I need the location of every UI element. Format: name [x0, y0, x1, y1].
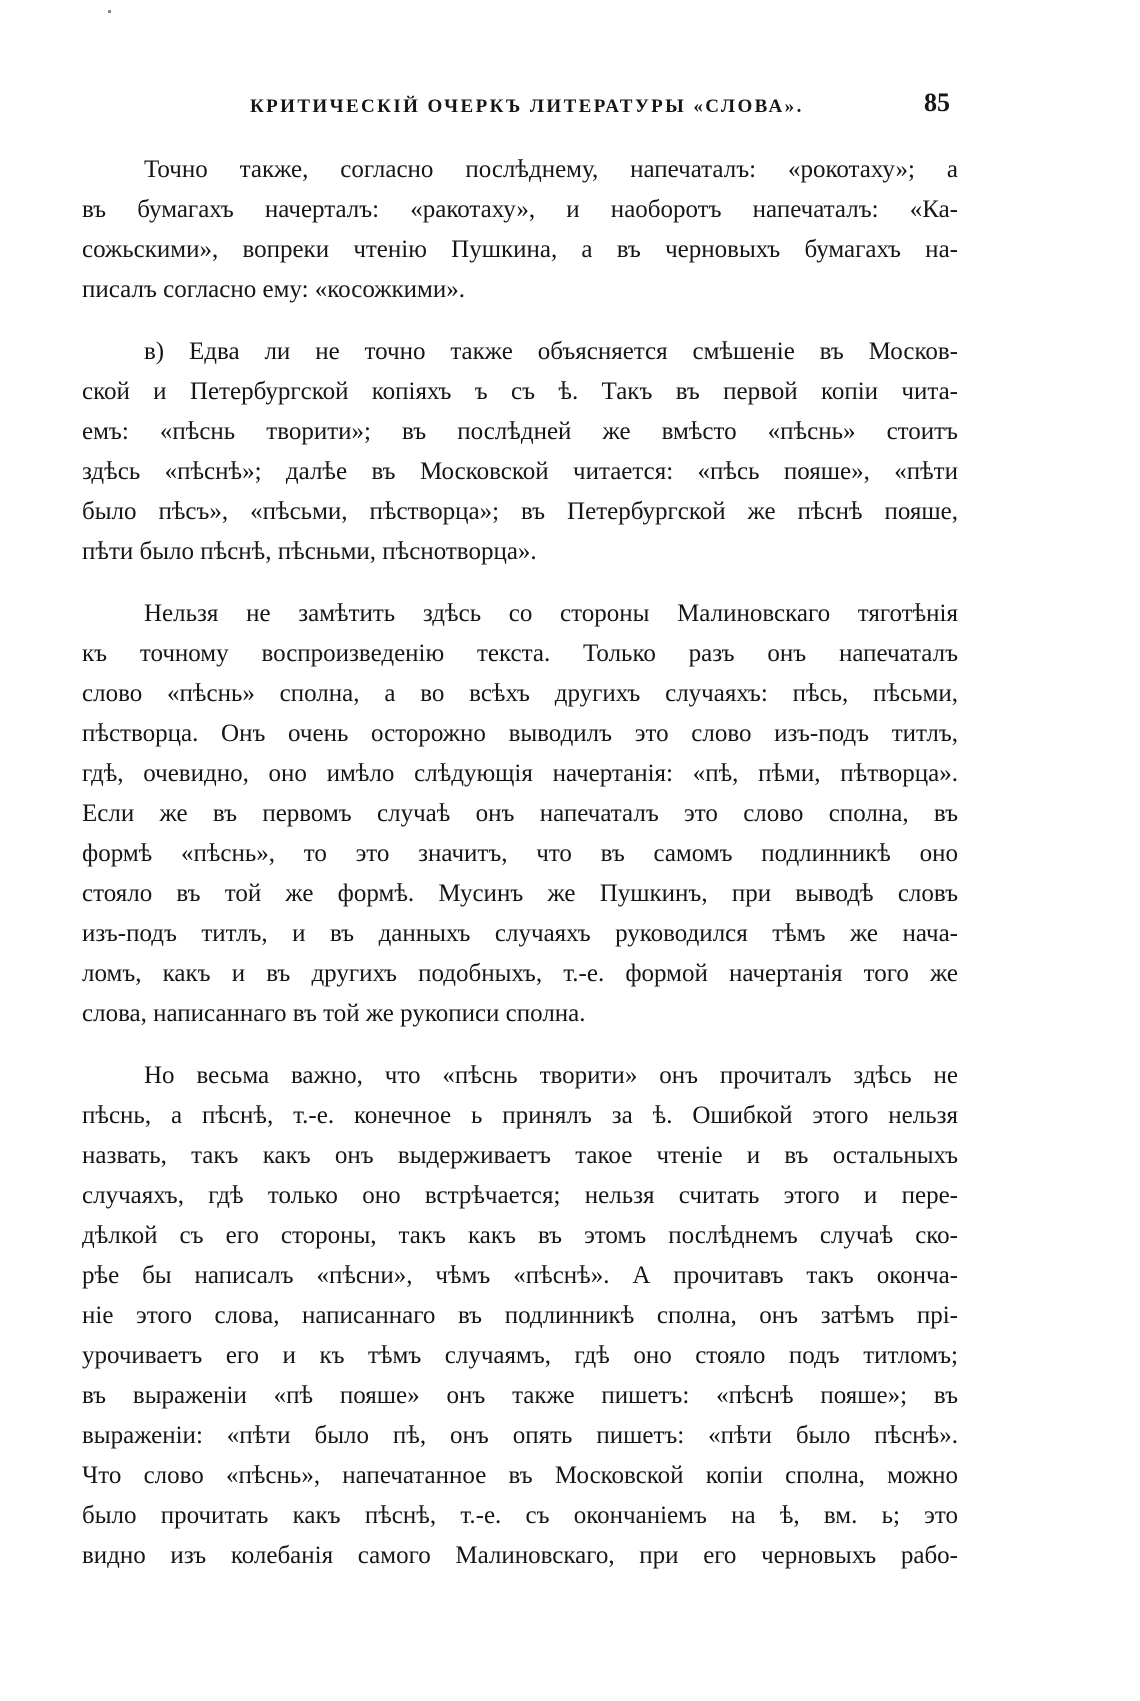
- text-line: пѣстворца. Онъ очень осторожно выводилъ это слово изъ-подъ титлъ,: [82, 720, 958, 747]
- text-line: было пѣсъ», «пѣсьми, пѣстворца»; въ Петербургской же пѣснѣ пояше,: [82, 498, 958, 525]
- body-text: [82, 150, 958, 1576]
- paragraph-3: [82, 594, 958, 1034]
- text-line: слова, написаннаго въ той же рукописи сполна.: [82, 1000, 586, 1027]
- text-line: было прочитать какъ пѣснѣ, т.-е. съ окончаніемъ на ѣ, вм. ь; это: [82, 1502, 958, 1529]
- text-line: Если же въ первомъ случаѣ онъ напечаталъ это слово сполна, въ: [82, 800, 958, 827]
- text-line: пѣти было пѣснѣ, пѣсньми, пѣснотворца».: [82, 538, 537, 565]
- text-line: назвать, такъ какъ онъ выдерживаетъ такое чтеніе и въ остальныхъ: [82, 1142, 958, 1169]
- paragraph-4: [82, 1056, 958, 1576]
- text-line: выраженіи: «пѣти было пѣ, онъ опять пишетъ: «пѣти было пѣснѣ».: [82, 1422, 958, 1449]
- text-line: ніе этого слова, написаннаго въ подлинникѣ сполна, онъ затѣмъ прі-: [82, 1302, 958, 1329]
- text-line: ломъ, какъ и въ другихъ подобныхъ, т.-е. формой начертанія того же: [82, 960, 958, 987]
- paragraph-1: [82, 150, 958, 310]
- text-line: Что слово «пѣснь», напечатанное въ Московской копіи сполна, можно: [82, 1462, 958, 1489]
- text-line: въ бумагахъ начерталъ: «ракотаху», и наоборотъ напечаталъ: «Ка-: [82, 196, 958, 223]
- text-line: дѣлкой съ его стороны, такъ какъ въ этомъ послѣднемъ случаѣ ско-: [82, 1222, 958, 1249]
- text-line: ской и Петербургской копіяхъ ъ съ ѣ. Такъ въ первой копіи чита-: [82, 378, 958, 405]
- text-line: стояло въ той же формѣ. Мусинъ же Пушкинъ, при выводѣ словъ: [82, 880, 958, 907]
- text-line: изъ-подъ титлъ, и въ данныхъ случаяхъ руководился тѣмъ же нача-: [82, 920, 958, 947]
- text-line: Нельзя не замѣтить здѣсь со стороны Малиновскаго тяготѣнія: [144, 600, 958, 627]
- paragraph-2: [82, 332, 958, 572]
- text-line: сожьскими», вопреки чтенію Пушкина, а въ черновыхъ бумагахъ на-: [82, 236, 958, 263]
- text-line: емъ: «пѣснь творити»; въ послѣдней же вмѣсто «пѣснь» стоитъ: [82, 418, 958, 445]
- text-line: пѣснь, а пѣснѣ, т.-е. конечное ь принялъ за ѣ. Ошибкой этого нельзя: [82, 1102, 958, 1129]
- page-number: 85: [924, 88, 950, 117]
- text-line: здѣсь «пѣснѣ»; далѣе въ Московской читается: «пѣсь пояше», «пѣти: [82, 458, 958, 485]
- text-line: рѣе бы написалъ «пѣсни», чѣмъ «пѣснѣ». А прочитавъ такъ оконча-: [82, 1262, 958, 1289]
- text-line: случаяхъ, гдѣ только оно встрѣчается; нельзя считать этого и пере-: [82, 1182, 958, 1209]
- text-line: писалъ согласно ему: «косожкими».: [82, 276, 466, 303]
- scan-mark: [108, 10, 111, 13]
- page-header: [250, 88, 950, 128]
- text-line: урочиваетъ его и къ тѣмъ случаямъ, гдѣ оно стояло подъ титломъ;: [82, 1342, 958, 1369]
- text-line: Точно также, согласно послѣднему, напечаталъ: «рокотаху»; а: [144, 156, 958, 183]
- text-line: въ выраженіи «пѣ пояше» онъ также пишетъ: «пѣснѣ пояше»; въ: [82, 1382, 958, 1409]
- text-line: гдѣ, очевидно, оно имѣло слѣдующія начертанія: «пѣ, пѣми, пѣтворца».: [82, 760, 958, 787]
- text-line: в) Едва ли не точно также объясняется смѣшеніе въ Москов-: [144, 338, 958, 365]
- text-line: Но весьма важно, что «пѣснь творити» онъ прочиталъ здѣсь не: [144, 1062, 958, 1089]
- text-line: формѣ «пѣснь», то это значитъ, что въ самомъ подлинникѣ оно: [82, 840, 958, 867]
- running-head: КРИТИЧЕСКІЙ ОЧЕРКЪ ЛИТЕРАТУРЫ «СЛОВА».: [250, 96, 804, 117]
- text-line: слово «пѣснь» сполна, а во всѣхъ другихъ случаяхъ: пѣсь, пѣсьми,: [82, 680, 958, 707]
- text-line: видно изъ колебанія самого Малиновскаго, при его черновыхъ рабо-: [82, 1542, 958, 1569]
- text-line: къ точному воспроизведенію текста. Только разъ онъ напечаталъ: [82, 640, 958, 667]
